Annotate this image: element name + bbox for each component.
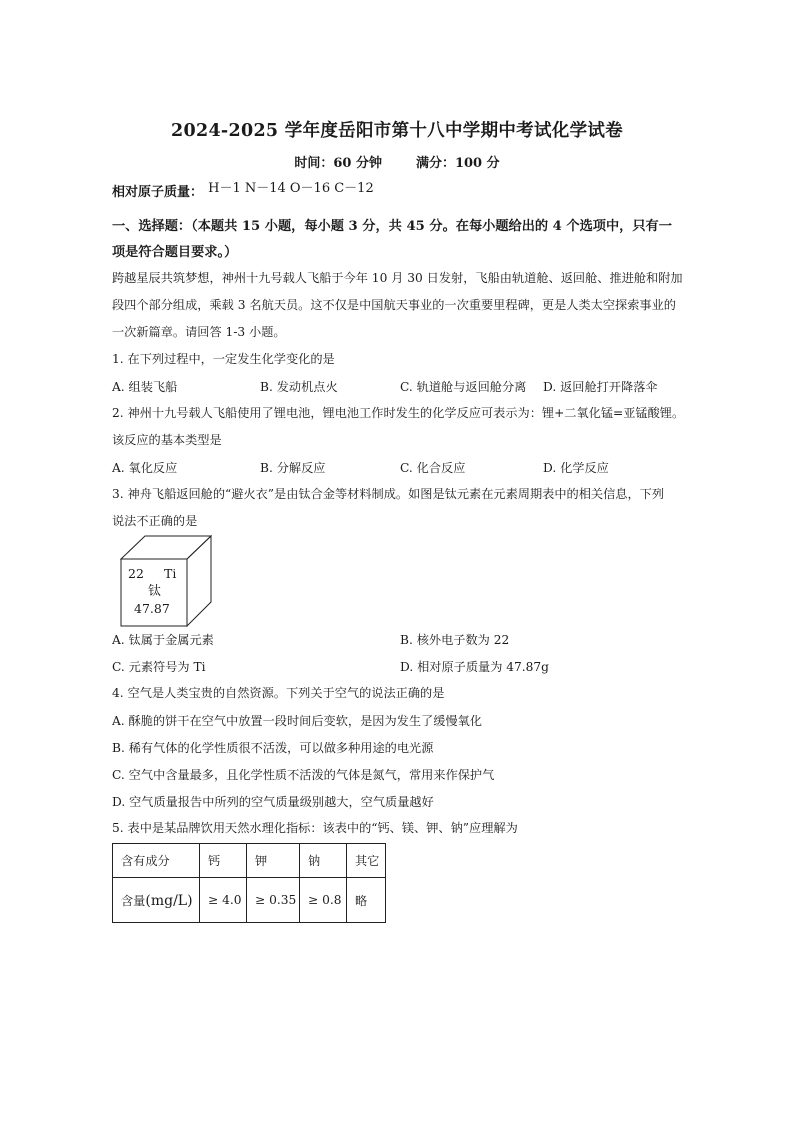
q1-stem: 1. 在下列过程中，一定发生化学变化的是 [112,352,335,366]
water-index-table [112,843,386,923]
section-heading-line1: 一、选择题：（本题共 15 小题，每小题 3 分，共 45 分。在每小题给出的 4 个选项中，只有一 [112,219,672,234]
table-row-label: 含量 [121,893,146,908]
q4-option-d: D. 空气质量报告中所列的空气质量级别越大，空气质量越好 [112,795,434,809]
table-row-unit: (mg/L) [145,892,193,909]
table-cell: ≥ 4.0 [200,878,247,923]
table-cell: ≥ 0.35 [247,878,300,923]
q2-option-d: D. 化学反应 [543,461,609,475]
q4-option-b: B. 稀有气体的化学性质很不活泼，可以做多种用途的电光源 [112,741,434,755]
q2-option-c: C. 化合反应 [400,461,466,475]
q5-stem: 5. 表中是某品牌饮用天然水理化指标：该表中的“钙、镁、钾、钠”应理解为 [112,821,518,835]
q2-stem-line2: 该反应的基本类型是 [112,433,222,447]
atomic-mass-values: H－1 N－14 O－16 C－12 [208,181,374,196]
intro-line1: 跨越星辰共筑梦想，神州十九号载人飞船于今年 10 月 30 日发射，飞船由轨道舱、返回舱、推进舱和附加 [112,271,683,285]
q2-option-b: B. 分解反应 [260,461,326,475]
exam-meta [0,152,794,171]
table-header-cell: 含有成分 [113,844,200,878]
q3-option-d: D. 相对原子质量为 47.87g [400,660,549,674]
q4-option-c: C. 空气中含量最多，且化学性质不活泼的气体是氮气，常用来作保护气 [112,768,495,782]
q2-stem-line1: 2. 神州十九号载人飞船使用了锂电池，锂电池工作时发生的化学反应可表示为：锂+二氧化锰=亚锰酸锂。 [112,406,685,420]
exam-time: 时间：60 分钟 [294,156,382,171]
q3-stem-line2: 说法不正确的是 [112,514,198,528]
table-header-row [113,844,386,878]
q3-option-a: A. 钛属于金属元素 [112,633,214,647]
section-heading-line2: 项是符合题目要求。） [112,245,238,260]
q4-stem: 4. 空气是人类宝贵的自然资源。下列关于空气的说法正确的是 [112,686,445,700]
table-cell: ≥ 0.8 [300,878,347,923]
table-header-cell: 钙 [200,844,247,878]
table-header-cell: 其它 [347,844,386,878]
table-cell: 略 [347,878,386,923]
table-header-cell: 钾 [247,844,300,878]
element-atomic-number: 22 [128,566,144,581]
table-row [113,878,386,923]
table-row-label-cell [113,878,200,923]
intro-line3: 一次新篇章。请回答 1-3 小题。 [112,325,286,339]
q1-option-a: A. 组装飞船 [112,380,178,394]
q1-option-b: B. 发动机点火 [260,380,338,394]
q4-option-a: A. 酥脆的饼干在空气中放置一段时间后变软，是因为发生了缓慢氧化 [112,714,482,728]
q2-option-a: A. 氧化反应 [112,461,178,475]
atomic-mass-line [112,181,374,200]
exam-score: 满分：100 分 [415,156,500,171]
exam-title: 2024-2025 学年度岳阳市第十八中学期中考试化学试卷 [171,121,623,141]
q3-option-b: B. 核外电子数为 22 [400,633,510,647]
table-header-cell: 钠 [300,844,347,878]
q1-option-d: D. 返回舱打开降落伞 [543,380,658,394]
q3-option-c: C. 元素符号为 Ti [112,660,206,674]
intro-line2: 段四个部分组成，乘载 3 名航天员。这不仅是中国航天事业的一次重要里程碑，更是人类太空探索事业的 [112,298,676,312]
q3-stem-line1: 3. 神舟飞船返回舱的“避火衣”是由钛合金等材料制成。如图是钛元素在元素周期表中的相关信息，下列 [112,487,665,501]
element-atomic-mass: 47.87 [134,601,170,616]
atomic-mass-label: 相对原子质量： [112,185,204,200]
element-symbol: Ti [164,566,177,581]
q1-option-c: C. 轨道舱与返回舱分离 [400,380,527,394]
element-name: 钛 [148,584,162,599]
